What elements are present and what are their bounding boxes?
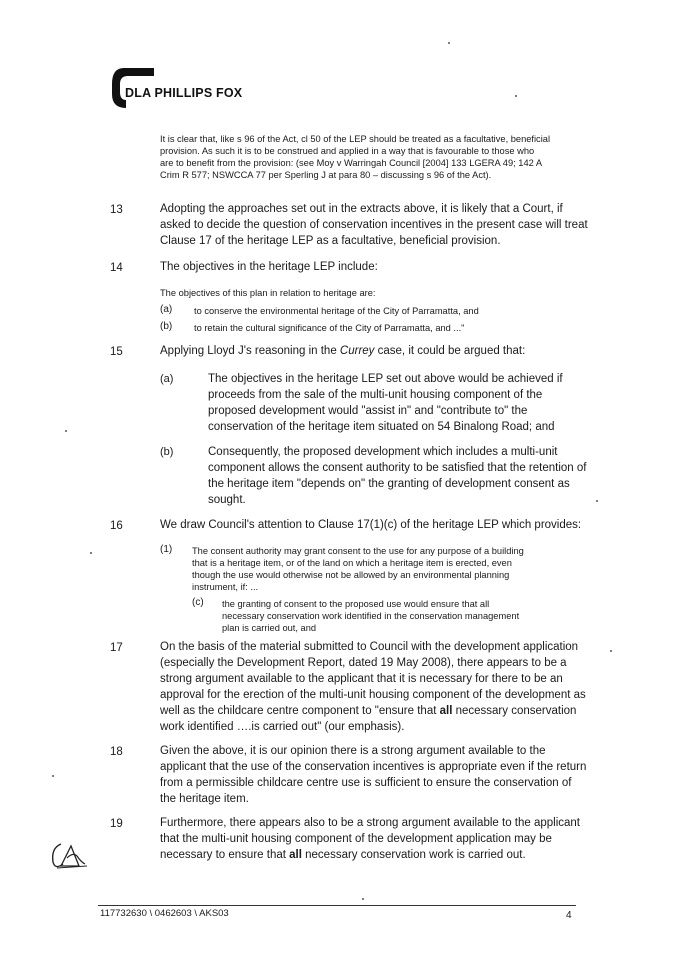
scan-speck [515,95,517,97]
scan-speck [52,775,54,777]
logo-text: DLA PHILLIPS FOX [125,86,243,100]
para-number: 13 [110,204,123,216]
quote-heading: The objectives of this plan in relation to heritage are: [160,288,376,298]
quote-item: the granting of consent to the proposed use would ensure that all necessary conservation work identified in the conservation management plan is carried out, and [222,599,520,633]
scan-speck [596,500,598,502]
para-text: Adopting the approaches set out in the extracts above, it is likely that a Court, if asked to decide the question of conservation incentives in the present case will treat Clause 17 of the heritage LEP as a facultative, beneficial provision. [160,203,588,247]
para-text: Furthermore, there appears also to be a strong argument available to the applicant that the multi-unit housing component of the development application may be necessary to ensure that all necessary conservation work is carried out. [160,817,580,861]
para-number: 17 [110,642,123,654]
scan-speck [448,42,450,44]
item-label: (c) [192,597,204,608]
para-number: 18 [110,746,123,758]
para-number: 14 [110,262,123,274]
handwritten-initials-icon [47,838,91,874]
para-number: 19 [110,818,123,830]
item-label: (a) [160,373,174,385]
scan-speck [65,430,67,432]
scan-speck [610,650,612,652]
item-text: The objectives in the heritage LEP set out above would be achieved if proceeds from the sale of the multi-unit housing component of the proposed development would "assist in" and "contribute to" the conservation of the heritage item situated on 54 Binalong Road; and [208,373,563,433]
firm-logo [110,64,280,110]
quote-intro: It is clear that, like s 96 of the Act, cl 50 of the LEP should be treated as a facultative, beneficial provision. As such it is to be construed and applied in a way that is favourable to those who are to benefit from the provision: (see Moy v Warringah Council [2004] 133 LGERA 49; 142 A Crim R 577; NSWCCA 77 per Sperling J at para 80 – discussing s 96 of the Act). [160,134,551,180]
para-number: 16 [110,520,123,532]
scan-speck [362,898,364,900]
quote-item: The consent authority may grant consent to the use for any purpose of a building that is a heritage item, or of the land on which a heritage item is erected, even though the use would otherwise not be allowed by an environmental planning instrument, if: ... [192,546,524,592]
item-label: (b) [160,321,173,332]
quote-item: to conserve the environmental heritage of the City of Parramatta, and [194,306,479,316]
quote-item: to retain the cultural significance of the City of Parramatta, and ..." [194,323,465,333]
para-text: Applying Lloyd J's reasoning in the Currey case, it could be argued that: [160,345,526,357]
para-text: On the basis of the material submitted to Council with the development application (especially the Development Report, dated 19 May 2008), there appears to be a strong argument available to the applicant that it is necessary for there to be an approval for the erection of the multi-unit housing component of the development as well as the childcare centre component to "ensure that all necessary conservation work identified ….is carried out" (our emphasis). [160,641,586,733]
para-number: 15 [110,346,123,358]
para-text: Given the above, it is our opinion there is a strong argument available to the applicant that the use of the conservation incentives is appropriate even if the return from a permissible childcare centre use is sufficient to ensure the conservation of the heritage item. [160,745,587,805]
item-text: Consequently, the proposed development which includes a multi-unit component allows the consent authority to be satisfied that the retention of the heritage item "depends on" the granting of development consent as sought. [208,446,587,506]
page-number: 4 [566,910,572,921]
item-label: (1) [160,544,173,555]
footer-rule [98,905,576,906]
para-text: The objectives in the heritage LEP include: [160,261,378,273]
para-text: We draw Council's attention to Clause 17(1)(c) of the heritage LEP which provides: [160,519,582,531]
item-label: (b) [160,446,174,458]
document-reference: 117732630 \ 0462603 \ AKS03 [100,908,229,919]
item-label: (a) [160,304,173,315]
scan-speck [90,552,92,554]
